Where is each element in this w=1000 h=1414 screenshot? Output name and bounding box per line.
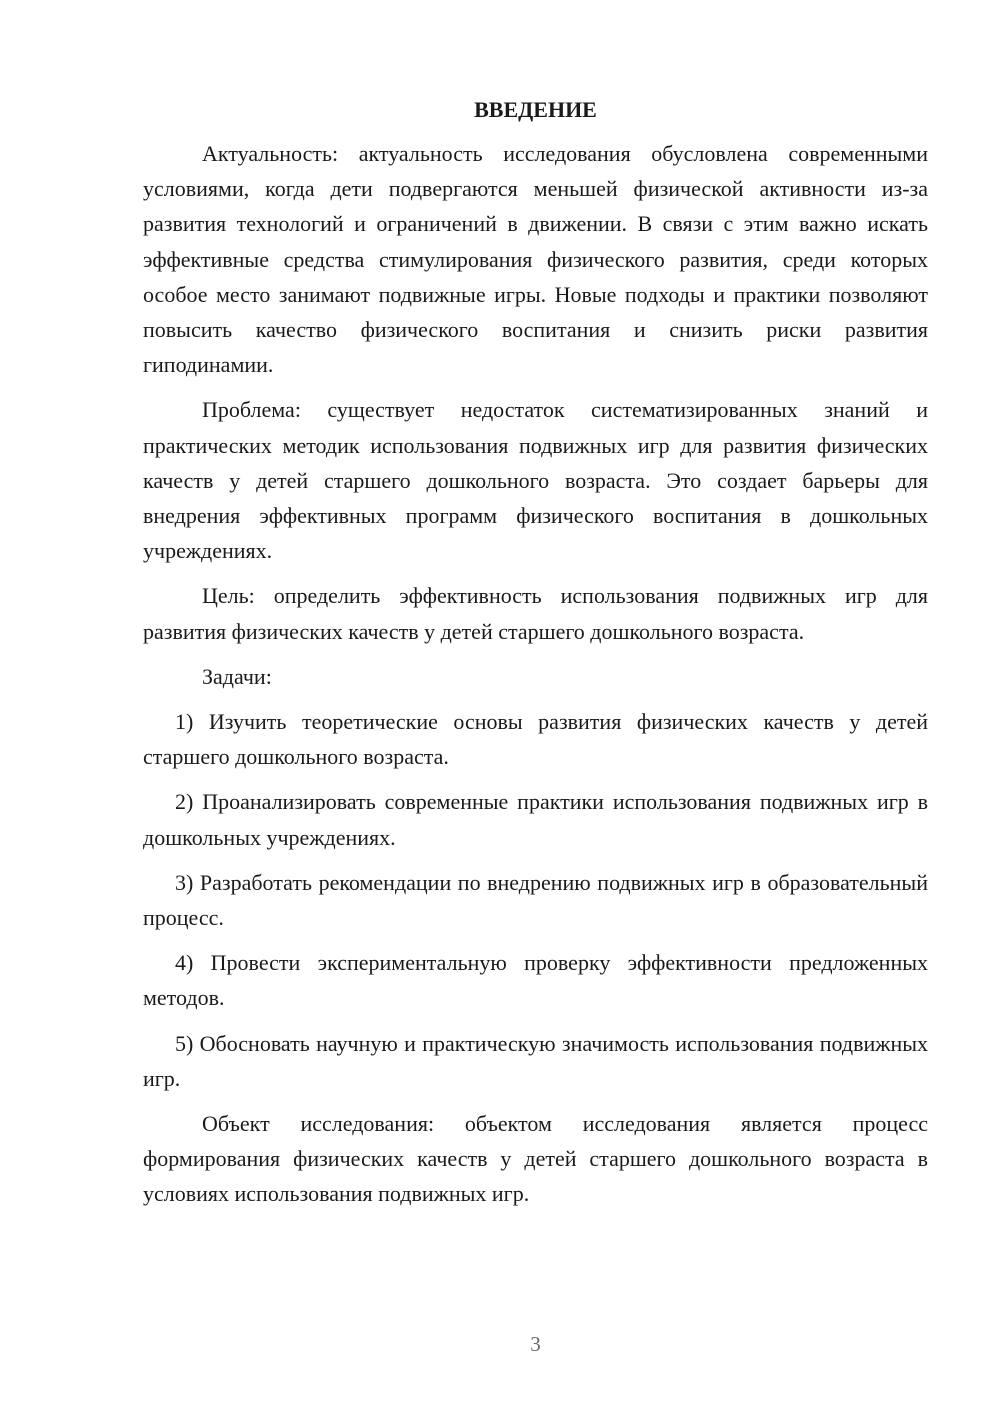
object-paragraph: Объект исследования: объектом исследования является процесс формирования физических качеств у детей старшего дошкольного возраста в условиях использования подвижных игр. [143, 1111, 928, 1207]
goal-paragraph: Цель: определить эффективность использования подвижных игр для развития физических качеств у детей старшего дошкольного возраста. [143, 583, 928, 644]
tasks-label: Задачи: [202, 663, 272, 689]
relevance-paragraph: Актуальность: актуальность исследования обусловлена современными условиями, когда дети подвергаются меньшей физической активности из-за развития технологий и ограничений в движении. В связи с этим важно искать эффективные средства стимулирования физического развития, среди которых особое место занимают подвижные игры. Новые подходы и практики позволяют повысить качество физического воспитания и снизить риски развития гиподинамии. [143, 141, 928, 378]
section-heading: ВВЕДЕНИЕ [474, 97, 597, 122]
document-page [143, 92, 928, 1222]
task-item-5: 5) Обосновать научную и практическую значимость использования подвижных игр. [143, 1030, 928, 1091]
task-item-3: 3) Разработать рекомендации по внедрению подвижных игр в образовательный процесс. [143, 869, 928, 931]
task-item-1: 1) Изучить теоретические основы развития физических качеств у детей старшего дошкольного возраста. [143, 709, 928, 770]
task-item-2: 2) Проанализировать современные практики использования подвижных игр в дошкольных учреждениях. [143, 789, 928, 850]
page-number: 3 [530, 1332, 541, 1356]
problem-paragraph: Проблема: существует недостаток систематизированных знаний и практических методик использования подвижных игр для развития физических качеств у детей старшего дошкольного возраста. Это создает барьеры для внедрения эффективных программ физического воспитания в дошкольных учреждениях. [143, 397, 928, 564]
task-item-4: 4) Провести экспериментальную проверку эффективности предложенных методов. [143, 950, 928, 1011]
